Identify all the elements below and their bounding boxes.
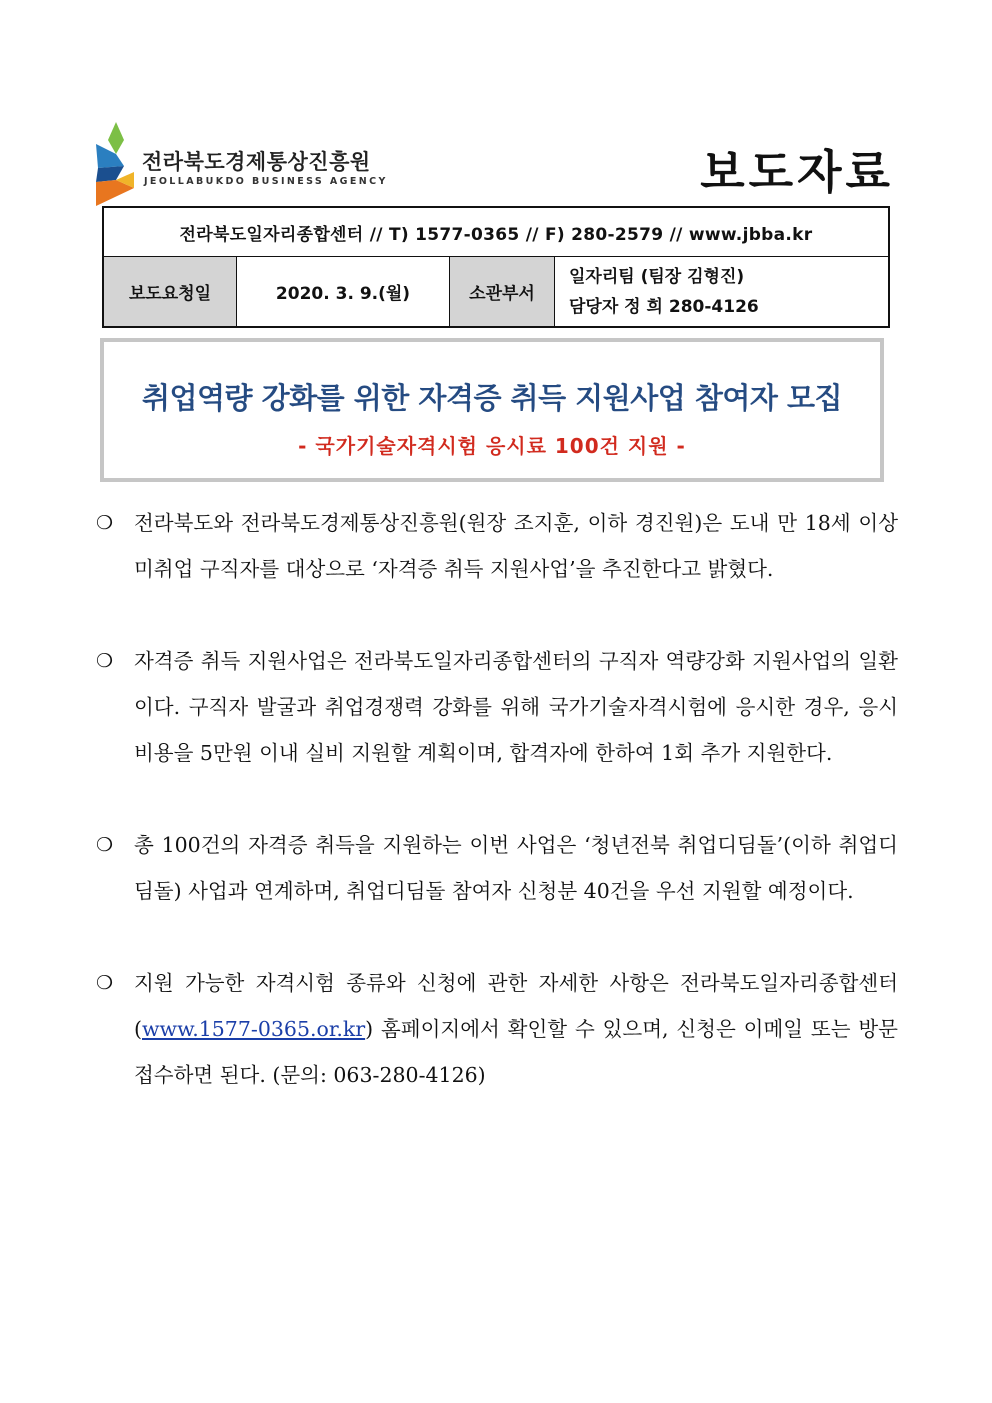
article-body [96,500,898,1144]
agency-logo-mark-icon [94,122,138,208]
department-label: 소관부서 [450,257,555,328]
release-info-row [103,257,889,328]
paragraph-text-after-link: ) 홈페이지에서 확인할 수 있으며, 신청은 이메일 또는 방문접수하면 된다. (문의: 063-280-4126) [134,1017,898,1087]
paragraph-text: 총 100건의 자격증 취득을 지원하는 이번 사업은 ‘청년전북 취업디딤돌’(이하 취업디딤돌) 사업과 연계하며, 취업디딤돌 참여자 신청분 40건을 우선 지원할 예정이다. [134,833,898,903]
request-date-label: 보도요청일 [103,257,237,328]
bullet-icon: ❍ [96,972,114,994]
contact-person-line: 담당자 정 희 280-4126 [569,296,759,317]
article-paragraph [96,822,898,914]
headline-subtitle: - 국가기술자격시험 응시료 100건 지원 - [298,434,686,458]
paragraph-text-before-link: 지원 가능한 자격시험 종류와 신청에 관한 자세한 사항은 전라북도일자리종합센터( [134,971,898,1041]
document-header [94,118,894,208]
headline-title: 취업역량 강화를 위한 자격증 취득 지원사업 참여자 모집 [142,381,842,415]
bullet-icon: ❍ [96,512,114,534]
bullet-icon: ❍ [96,834,114,856]
bullet-icon: ❍ [96,650,114,672]
contact-info: 전라북도일자리종합센터 // T) 1577-0365 // F) 280-2579 // www.jbba.kr [103,207,889,257]
article-paragraph [96,960,898,1098]
article-paragraph [96,500,898,592]
request-date: 2020. 3. 9.(월) [237,257,450,328]
paragraph-text: 전라북도와 전라북도경제통상진흥원(원장 조지훈, 이하 경진원)은 도내 만 18세 이상 미취업 구직자를 대상으로 ‘자격증 취득 지원사업’을 추진한다고 밝혔다. [134,511,898,581]
team-line: 일자리팀 (팀장 김형진) [569,266,745,287]
agency-name-english: JEOLLABUKDO BUSINESS AGENCY [144,176,388,187]
agency-name: 전라북도경제통상진흥원 [142,150,371,174]
department-info [555,257,890,328]
agency-logo [94,118,388,208]
headline-box [100,338,884,482]
article-paragraph [96,638,898,776]
press-release-label: 보도자료 [700,145,894,199]
jobcenter-website-link[interactable]: www.1577-0365.or.kr [142,1017,366,1041]
contact-row [103,207,889,257]
press-info-table [102,206,890,328]
paragraph-text: 자격증 취득 지원사업은 전라북도일자리종합센터의 구직자 역량강화 지원사업의 일환이다. 구직자 발굴과 취업경쟁력 강화를 위해 국가기술자격시험에 응시한 경우, 응시비용을 5만원 이내 실비 지원할 계획이며, 합격자에 한하여 1회 추가 지원한다. [134,649,898,765]
